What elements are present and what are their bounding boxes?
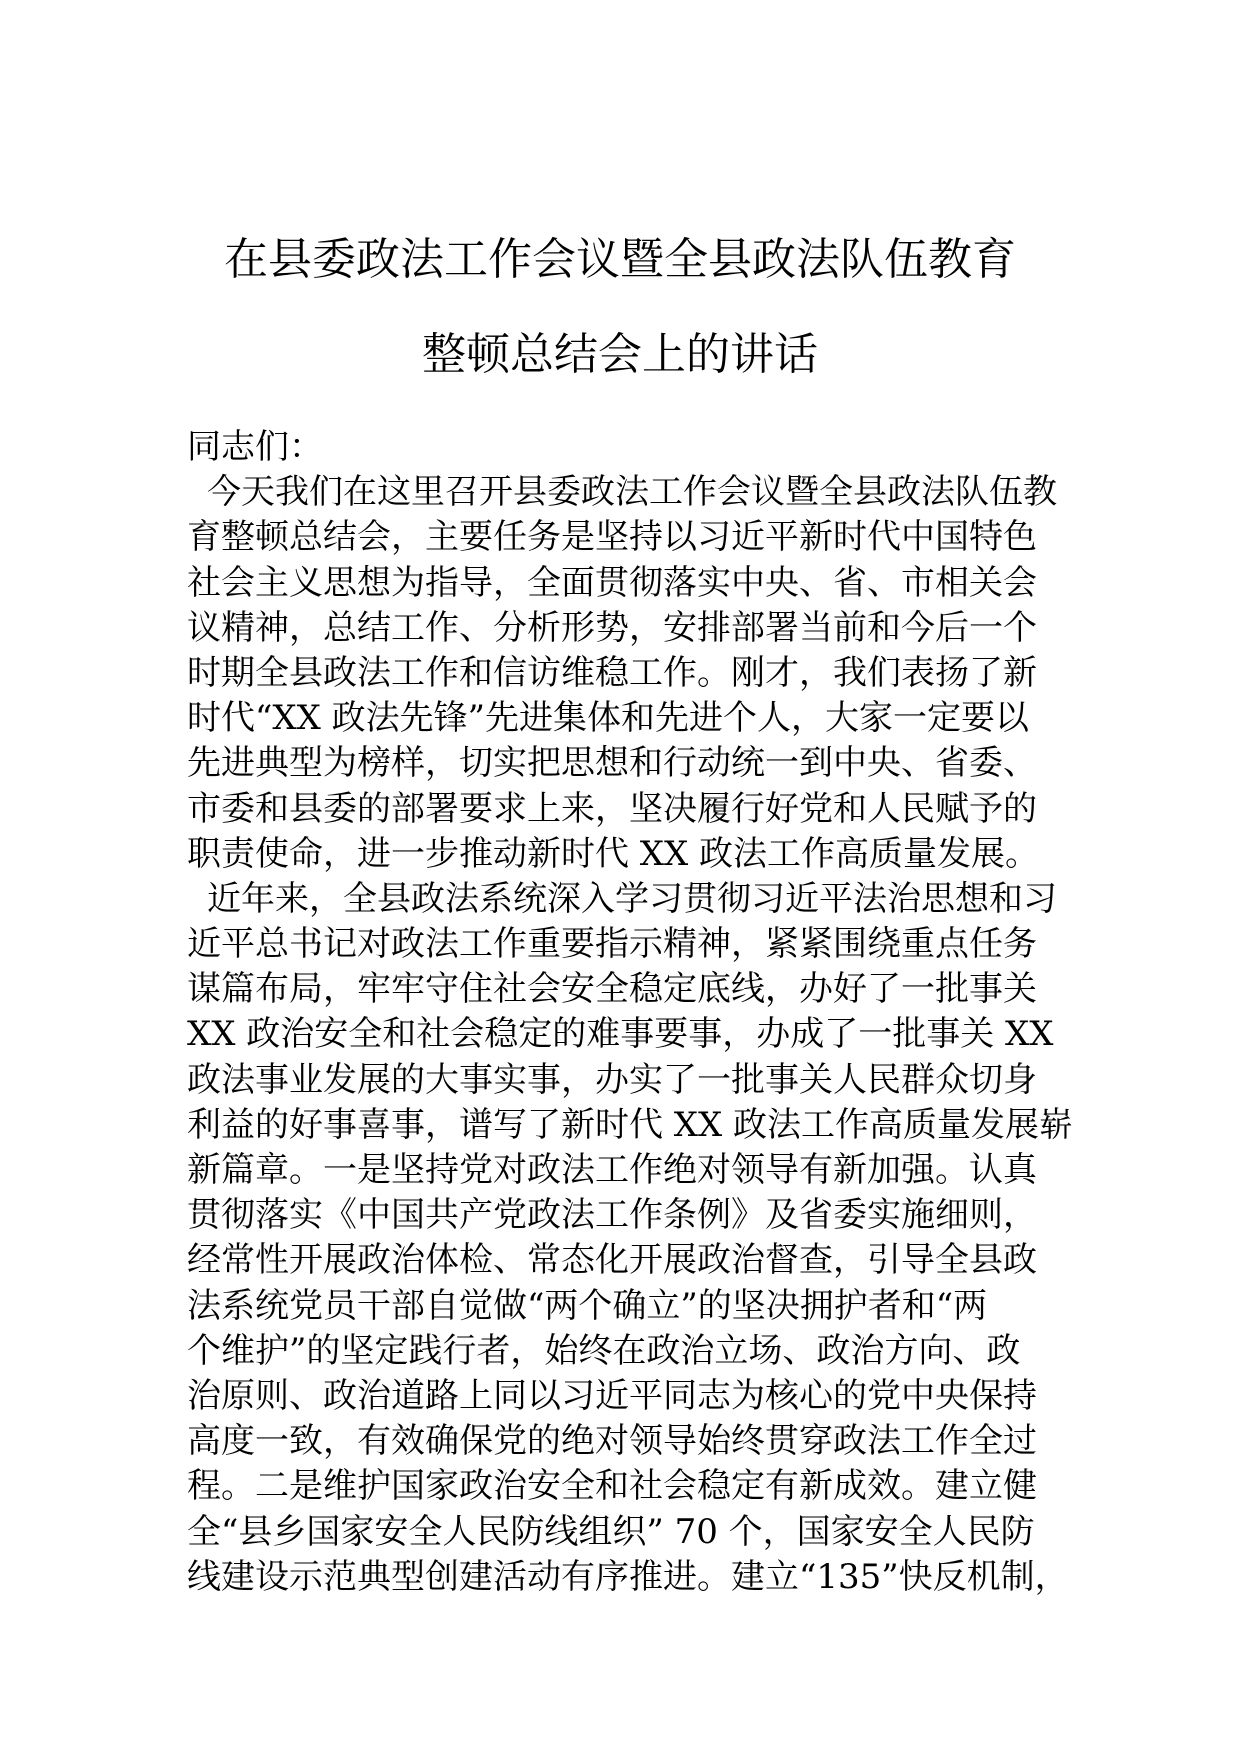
title-line-2: 整顿总结会上的讲话 bbox=[422, 329, 818, 380]
body-line: 时期全县政法工作和信访维稳工作。刚才，我们表扬了新 bbox=[187, 652, 1037, 693]
body-line: 时代“XX 政法先锋”先进集体和先进个人，大家一定要以 bbox=[187, 698, 1029, 739]
body-line: 新篇章。一是坚持党对政法工作绝对领导有新加强。认真 bbox=[187, 1150, 1037, 1190]
body-line: 经常性开展政治体检、常态化开展政治督查，引导全县政 bbox=[187, 1240, 1037, 1281]
body-line: 市委和县委的部署要求上来，坚决履行好党和人民赋予的 bbox=[187, 788, 1037, 829]
body-line: 社会主义思想为指导，全面贯彻落实中央、省、市相关会 bbox=[187, 562, 1037, 603]
body-line: 今天我们在这里召开县委政法工作会议暨全县政法队伍教 bbox=[207, 472, 1057, 513]
body-line: 程。二是维护国家政治安全和社会稳定有新成效。建立健 bbox=[187, 1466, 1037, 1507]
body-line: 治原则、政治道路上同以习近平同志为核心的党中央保持 bbox=[187, 1375, 1037, 1416]
document-body bbox=[187, 425, 1074, 1600]
body-line: 个维护”的坚定践行者，始终在政治立场、政治方向、政 bbox=[187, 1330, 1021, 1371]
body-line: 近年来，全县政法系统深入学习贯彻习近平法治思想和习 bbox=[207, 878, 1057, 919]
body-line: 先进典型为榜样，切实把思想和行动统一到中央、省委、 bbox=[187, 743, 1037, 784]
body-line: 育整顿总结会，主要任务是坚持以习近平新时代中国特色 bbox=[187, 517, 1037, 558]
body-line: 法系统党员干部自觉做“两个确立”的坚决拥护者和“两 bbox=[187, 1285, 988, 1326]
body-line: 谋篇布局，牢牢守住社会安全稳定底线，办好了一批事关 bbox=[187, 969, 1037, 1010]
title-line-1: 在县委政法工作会议暨全县政法队伍教育 bbox=[224, 234, 1016, 285]
greeting: 同志们： bbox=[187, 427, 323, 467]
body-line: 近平总书记对政法工作重要指示精神，紧紧围绕重点任务 bbox=[187, 924, 1037, 965]
body-line: 职责使命，进一步推动新时代 XX 政法工作高质量发展。 bbox=[187, 833, 1040, 874]
body-line: 高度一致，有效确保党的绝对领导始终贯穿政法工作全过 bbox=[187, 1421, 1037, 1462]
body-line: 政法事业发展的大事实事，办实了一批事关人民群众切身 bbox=[187, 1059, 1037, 1100]
document-title bbox=[150, 212, 1090, 402]
body-line: 线建设示范典型创建活动有序推进。建立“135”快反机制， bbox=[187, 1556, 1069, 1597]
body-line: 贯彻落实《中国共产党政法工作条例》及省委实施细则， bbox=[187, 1195, 1037, 1236]
body-line: XX 政治安全和社会稳定的难事要事，办成了一批事关 XX bbox=[187, 1014, 1054, 1055]
body-line: 全“县乡国家安全人民防线组织” 70 个，国家安全人民防 bbox=[187, 1511, 1035, 1552]
body-line: 利益的好事喜事，谱写了新时代 XX 政法工作高质量发展崭 bbox=[187, 1104, 1074, 1145]
body-line: 议精神，总结工作、分析形势，安排部署当前和今后一个 bbox=[187, 607, 1037, 648]
